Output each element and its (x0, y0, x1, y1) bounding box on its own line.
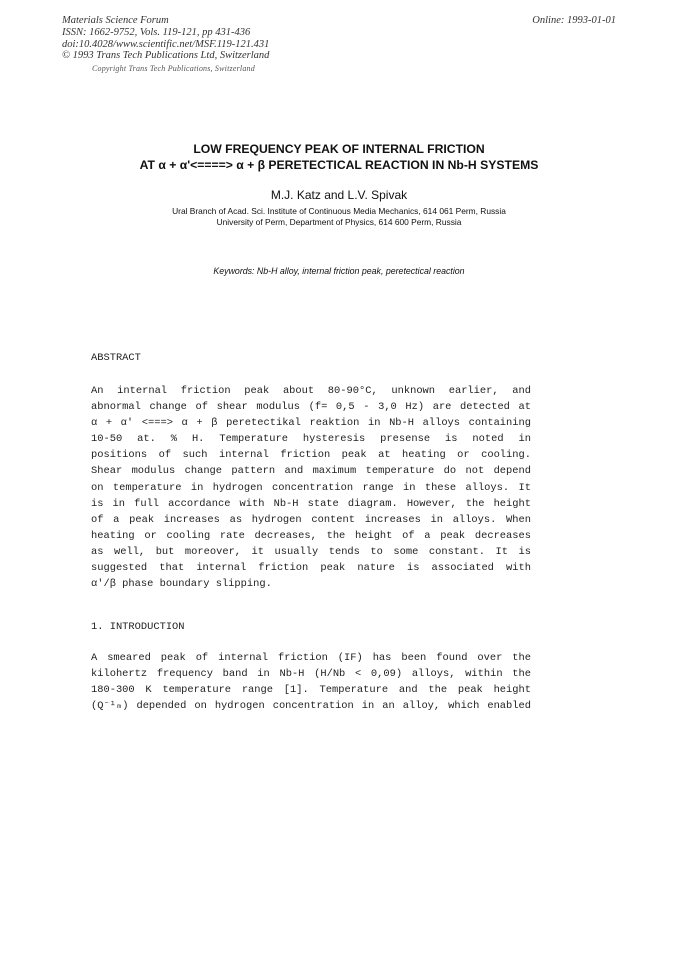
abstract-line: of a peak increases as hydrogen content increases in alloys. When (91, 513, 531, 526)
authors: M.J. Katz and L.V. Spivak (270, 188, 408, 202)
introduction-line: 180-300 K temperature range [1]. Temperature and the peak height (91, 684, 531, 697)
introduction-heading: 1. INTRODUCTION (91, 621, 185, 633)
abstract-line: α'/β phase boundary slipping. (91, 578, 272, 591)
abstract-line: An internal friction peak about 80-90°C, unknown earlier, and (91, 385, 531, 397)
abstract-line: heating or cooling rate decreases, the height of a peak decreases (91, 529, 531, 542)
keywords: Keywords: Nb-H alloy, internal friction peak, peretectical reaction (213, 266, 465, 276)
paper-title-line-2: AT α + α'<====> α + β PERETECTICAL REACTION IN Nb-H SYSTEMS (139, 158, 539, 172)
abstract-line: as well, but moreover, it usually tends to some constant. It is (91, 545, 531, 558)
affiliation-2: University of Perm, Department of Physics, 614 600 Perm, Russia (216, 217, 462, 227)
abstract-line: 10-50 at. % H. Temperature hysteresis presense is noted in (91, 433, 531, 446)
abstract-line: positions of such internal friction peak at heating or cooling. (91, 449, 531, 462)
abstract-line: is in full accordance with Nb-H state diagram. However, the height (91, 497, 531, 510)
paper-title-line-1: LOW FREQUENCY PEAK OF INTERNAL FRICTION (193, 142, 485, 156)
abstract-heading: ABSTRACT (91, 352, 141, 364)
abstract-body (91, 383, 531, 592)
copyright-stamp: Copyright Trans Tech Publications, Switzerland (92, 64, 255, 73)
abstract-line: suggested that internal friction peak nature is associated with (91, 562, 531, 575)
introduction-line: (Q⁻¹ₘ) depended on hydrogen concentration in an alloy, which enabled (91, 700, 531, 713)
abstract-line: Shear modulus change pattern and maximum temperature do not depend (91, 465, 531, 478)
introduction-line: kilohertz frequency band in Nb-H (H/Nb < 0,09) alloys, within the (91, 668, 531, 681)
abstract-line: α + α' <===> α + β peretectikal reaktion in Nb-H alloys containing (91, 417, 531, 430)
journal-name: Materials Science Forum (62, 15, 169, 26)
introduction-line: A smeared peak of internal friction (IF) has been found over the (91, 652, 531, 664)
publication-info (62, 15, 269, 62)
abstract-line: abnormal change of shear modulus (f= 0,5 - 3,0 Hz) are detected at (91, 401, 531, 414)
online-date: Online: 1993-01-01 (532, 15, 616, 26)
doi-line: doi:10.4028/www.scientific.net/MSF.119-121.431 (62, 38, 270, 50)
introduction-body (91, 650, 531, 714)
issn-line: ISSN: 1662-9752, Vols. 119-121, pp 431-436 (62, 26, 251, 38)
affiliation-1: Ural Branch of Acad. Sci. Institute of Continuous Media Mechanics, 614 061 Perm, Russia (172, 206, 506, 216)
publisher-line: © 1993 Trans Tech Publications Ltd, Switzerland (62, 50, 270, 62)
abstract-line: on temperature in hydrogen concentration range in these alloys. It (91, 481, 531, 494)
